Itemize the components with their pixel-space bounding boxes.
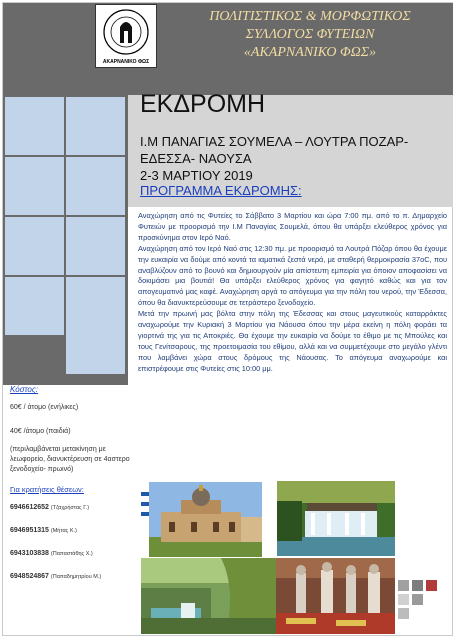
- decor-square: [412, 580, 423, 591]
- contact-phone[interactable]: 6943103838: [10, 550, 49, 557]
- decor-square: [5, 217, 64, 275]
- contact-name: (Παπαστάθης Χ.): [50, 551, 93, 557]
- trip-subtitle: [140, 133, 440, 184]
- decor-square: [66, 326, 125, 374]
- contacts-heading: Για κρατήσεις θέσεων:: [10, 485, 84, 494]
- contact-name: (Μήτας Κ.): [50, 528, 77, 534]
- decor-square: [5, 97, 64, 155]
- contact-item: [10, 549, 132, 559]
- contact-phone[interactable]: 6946951315: [10, 527, 49, 534]
- price-adults: 60€ / άτομο (ενήλικες): [10, 404, 79, 411]
- cost-section: [10, 385, 132, 595]
- contact-item: [10, 526, 132, 536]
- trip-dates: 2-3 ΜΑΡΤΙΟΥ 2019: [140, 168, 253, 183]
- contact-phone[interactable]: 6948524867: [10, 573, 49, 580]
- decor-square: [412, 594, 423, 605]
- decor-square: [66, 97, 125, 155]
- waterfall-photo: [277, 481, 395, 556]
- contact-phone[interactable]: 6946612652: [10, 504, 49, 511]
- price-children: 40€ /άτομο (παιδιά): [10, 428, 71, 435]
- contact-item: [10, 572, 132, 582]
- org-line-1: ΠΟΛΙΤΙΣΤΙΚΟΣ & ΜΟΡΦΩΤΙΚΟΣ: [209, 9, 411, 24]
- decor-square: [398, 608, 409, 619]
- page-title: ΕΚΔΡΟΜΗ: [140, 90, 266, 118]
- program-heading: ΠΡΟΓΡΑΜΜΑ ΕΚΔΡΟΜΗΣ:: [140, 183, 302, 198]
- decor-square: [66, 157, 125, 215]
- decor-square: [398, 580, 409, 591]
- contact-item: [10, 503, 132, 513]
- program-paragraph: Αναχώρηση από τις Φυτείες το Σάββατο 3 Μαρτίου και ώρα 7:00 πμ. από το π. Δημαρχείο Φυτειών με προορισμό την Ι.Μ Παναγίας Σουμελά, όπου θα υπάρξει ελεύθερος χρόνος για προσκύνημα στον Ιερό Ναό.: [138, 211, 447, 242]
- contact-name: (Τζαχρήστας Γ.): [50, 505, 90, 511]
- logo-emblem-icon: [96, 5, 156, 67]
- price-includes: (περιλαμβάνεται μετακίνηση με λεωφορείο, διανυκτέρευση σε 4αστερο ξενοδοχείο- πρωινό): [10, 446, 130, 473]
- route-line-1: Ι.Μ ΠΑΝΑΓΙΑΣ ΣΟΥΜΕΛΑ – ΛΟΥΤΡΑ ΠΟΖΑΡ-: [140, 134, 409, 149]
- contact-name: (Παπαδημητρίου Μ.): [50, 574, 102, 580]
- decor-square: [5, 277, 64, 335]
- pozar-baths-photo: [141, 558, 276, 634]
- logo-caption: ΑΚΑΡΝΑΝΙΚΟ ΦΩΣ: [102, 59, 150, 65]
- carnival-photo: [276, 558, 395, 634]
- decor-square: [5, 157, 64, 215]
- decor-square: [426, 580, 437, 591]
- org-line-3: «ΑΚΑΡΝΑΝΙΚΟ ΦΩΣ»: [243, 45, 377, 60]
- decor-square: [66, 217, 125, 275]
- program-paragraph: Αναχώρηση από τον Ιερό Ναό στις 12:30 πμ. με προορισμό τα Λουτρά Πόζαρ όπου θα έχουμε την ευκαιρία να δούμε από κοντά τα ιαματικά ζεστά νερά, με σταθερή θερμοκρασία 37οC, που αναβλύζουν από το βουνό και δημιουργούν μία απίστευτη εμπειρία για όποιον αποφασίσει να δοκιμάσει μια βουτιά! Θα υπάρξει ελεύθερος χρόνος για φαγητό καθώς και για τον απογευματινό μας καφέ. Αναχώρηση αργά το απόγευμα για την πόλη του νερού, την Έδεσσα, όπου θα διανυκτερεύσουμε σε τετράστερο ξενοδοχείο.: [138, 243, 447, 308]
- route-line-2: ΕΔΕΣΣΑ- ΝΑΟΥΣΑ: [140, 151, 252, 166]
- program-paragraph: Μετά την πρωινή μας βόλτα στην πόλη της Έδεσσας και στους μαγευτικούς καταρράκτες αναχωρούμε την Κυριακή 3 Μαρτίου για Νάουσα όπου την μέρα εκείνη η πόλη φοράει τα γιορτινά της για τις Αποκριές. Θα έχουμε την ευκαιρία να δούμε το έθιμο με τις Μπούλες και τους Γενίτσαρους, της προετοιμασία του εθίμου, αλλά και να συμμετέχουμε στο μεγάλο γλέντι που λαμβάνει χώρα στους δρόμους της Νάουσας. Το απόγευμα αναχωρούμε και επιστρέφουμε στις Φυτείες στις 10:00 μμ.: [138, 309, 447, 373]
- org-line-2: ΣΥΛΛΟΓΟΣ ΦΥΤΕΙΩΝ: [245, 27, 375, 42]
- cost-heading: Κόστος:: [10, 385, 38, 394]
- program-text: [138, 211, 447, 375]
- organization-name: [165, 8, 455, 62]
- monastery-photo: [141, 482, 262, 557]
- club-logo: [95, 4, 157, 68]
- decor-square: [398, 594, 409, 605]
